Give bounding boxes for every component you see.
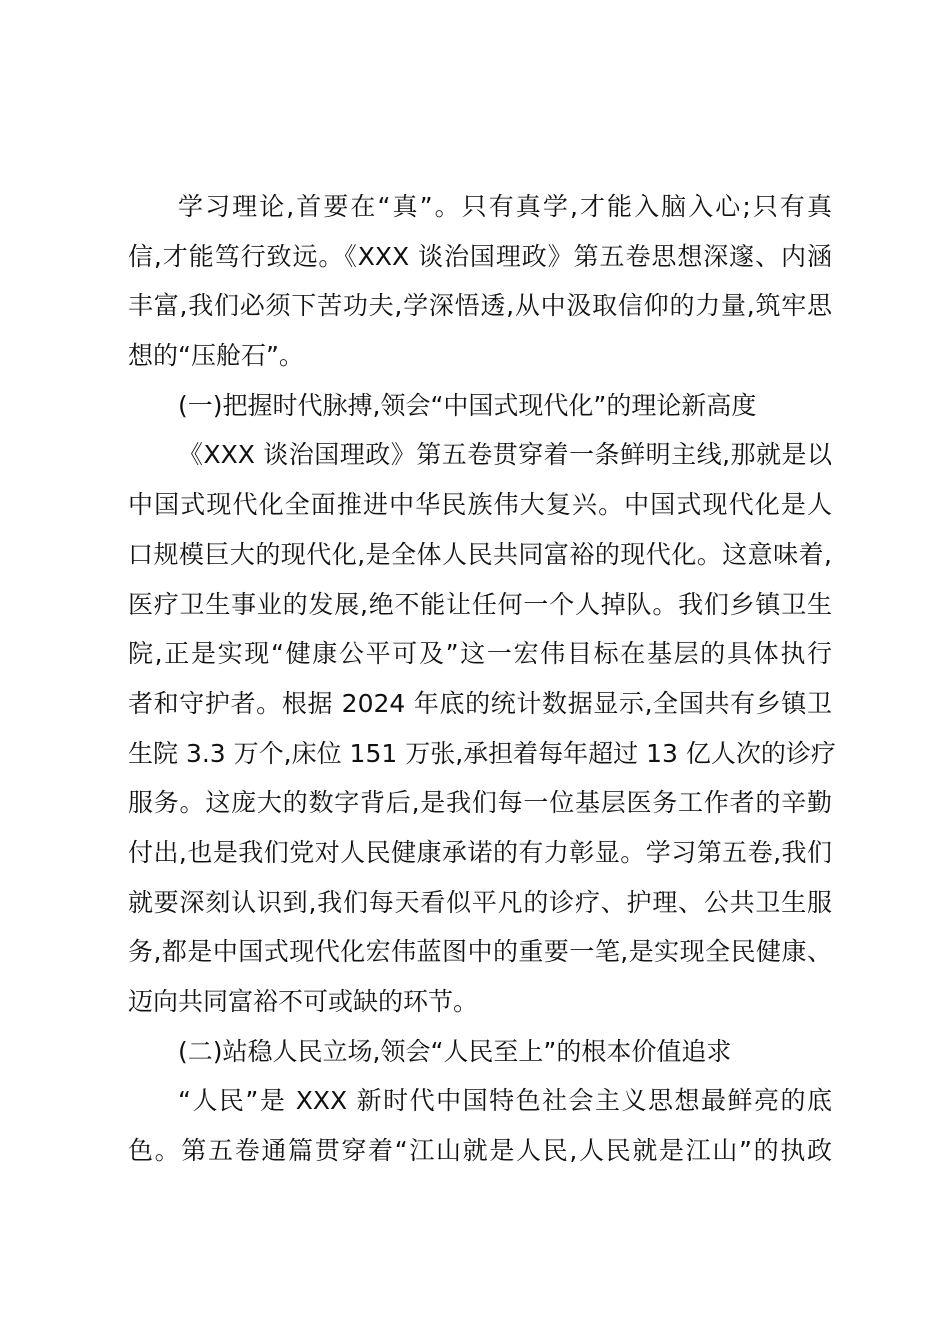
text-line: 医疗卫生事业的发展,绝不能让任何一个人掉队。我们乡镇卫生	[128, 589, 832, 619]
text-line: 想的“压舱石”。	[128, 341, 304, 371]
section-heading: (二)站稳人民立场,领会“人民至上”的根本价值追求	[178, 1036, 732, 1066]
text-line: 迈向共同富裕不可或缺的环节。	[128, 987, 479, 1016]
text-line: 服务。这庞大的数字背后,是我们每一位基层医务工作者的辛勤	[128, 788, 832, 818]
text-line: 者和守护者。根据 2024 年底的统计数据显示,全国共有乡镇卫	[128, 688, 832, 718]
text-line: 色。第五卷通篇贯穿着“江山就是人民,人民就是江山”的执政	[128, 1136, 832, 1166]
text-line: 务,都是中国式现代化宏伟蓝图中的重要一笔,是实现全民健康、	[128, 937, 832, 967]
text-line: 口规模巨大的现代化,是全体人民共同富裕的现代化。这意味着,	[128, 539, 832, 569]
text-line: 丰富,我们必须下苦功夫,学深悟透,从中汲取信仰的力量,筑牢思	[128, 291, 832, 321]
text-line: “人民”是 XXX 新时代中国特色社会主义思想最鲜亮的底	[178, 1086, 832, 1116]
text-line: 中国式现代化全面推进中华民族伟大复兴。中国式现代化是人	[128, 490, 832, 520]
text-line: 就要深刻认识到,我们每天看似平凡的诊疗、护理、公共卫生服	[128, 887, 832, 917]
text-line: 《XXX 谈治国理政》第五卷贯穿着一条鲜明主线,那就是以	[178, 440, 832, 470]
document-page	[128, 182, 836, 1176]
text-line: 生院 3.3 万个,床位 151 万张,承担着每年超过 13 亿人次的诊疗	[128, 738, 836, 768]
text-line: 信,才能笃行致远。《XXX 谈治国理政》第五卷思想深邃、内涵	[128, 241, 832, 271]
text-line: 付出,也是我们党对人民健康承诺的有力彰显。学习第五卷,我们	[128, 837, 832, 867]
text-line: 院,正是实现“健康公平可及”这一宏伟目标在基层的具体执行	[128, 639, 832, 669]
text-line: 学习理论,首要在“真”。只有真学,才能入脑入心;只有真	[178, 192, 832, 221]
section-heading: (一)把握时代脉搏,领会“中国式现代化”的理论新高度	[178, 390, 757, 420]
